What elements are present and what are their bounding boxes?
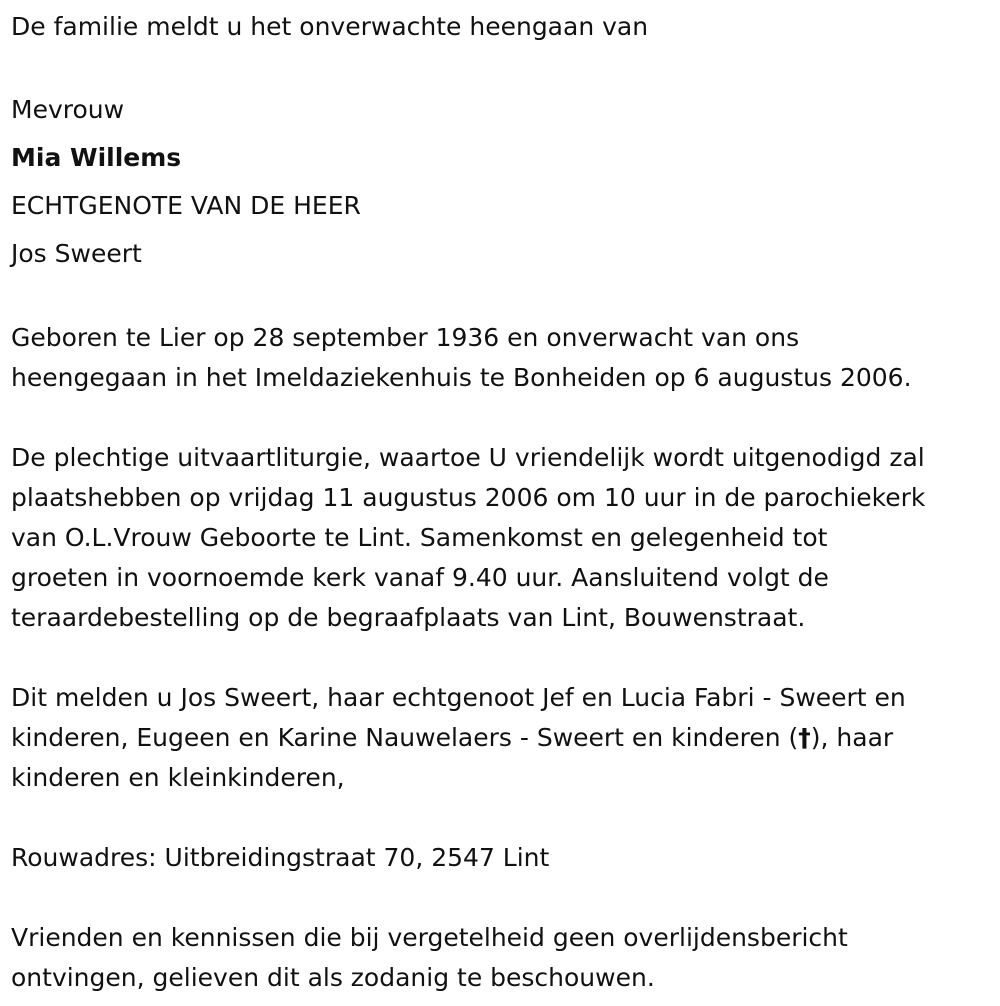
deceased-name: Mia Willems	[11, 143, 182, 172]
relation-line: ECHTGENOTE VAN DE HEER	[11, 191, 361, 220]
paragraph-line: Dit melden u Jos Sweert, haar echtgenoot Jef en Lucia Fabri - Sweert en	[11, 683, 906, 712]
salutation: Mevrouw	[11, 95, 125, 124]
announcers-paragraph	[11, 678, 1000, 798]
mourning-address: Rouwadres: Uitbreidingstraat 70, 2547 Lint	[11, 843, 550, 872]
paragraph-line: teraardebestelling op de begraafplaats van Lint, Bouwenstraat.	[11, 603, 806, 632]
spacer	[11, 398, 1000, 438]
spacer	[11, 798, 1000, 838]
paragraph-line: van O.L.Vrouw Geboorte te Lint. Samenkomst en gelegenheid tot	[11, 523, 828, 552]
paragraph-line: groeten in voornoemde kerk vanaf 9.40 uur. Aansluitend volgt de	[11, 563, 829, 592]
birth-death-paragraph	[11, 318, 1000, 398]
intro-line: De familie meldt u het onverwachte heengaan van	[11, 12, 649, 41]
spouse-name: Jos Sweert	[11, 239, 142, 268]
cross-icon: †	[798, 723, 811, 752]
spacer	[11, 46, 1000, 86]
paragraph-line: plaatshebben op vrijdag 11 augustus 2006 om 10 uur in de parochiekerk	[11, 483, 926, 512]
paragraph-line	[11, 718, 1000, 758]
paragraph-line: Vrienden en kennissen die bij vergetelheid geen overlijdensbericht	[11, 923, 848, 952]
paragraph-line: ontvingen, gelieven dit als zodanig te beschouwen.	[11, 963, 655, 992]
paragraph-line: kinderen en kleinkinderen,	[11, 763, 345, 792]
spacer	[11, 638, 1000, 678]
spacer	[11, 878, 1000, 918]
announcers-text: kinderen, Eugeen en Karine Nauwelaers - Sweert en kinderen (	[11, 723, 799, 752]
funeral-paragraph	[11, 438, 1000, 638]
paragraph-line: Geboren te Lier op 28 september 1936 en onverwacht van ons	[11, 323, 800, 352]
paragraph-line: heengegaan in het Imeldaziekenhuis te Bonheiden op 6 augustus 2006.	[11, 363, 912, 392]
paragraph-line: De plechtige uitvaartliturgie, waartoe U vriendelijk wordt uitgenodigd zal	[11, 443, 925, 472]
spacer	[11, 278, 1000, 318]
announcers-text: ), haar	[810, 723, 894, 752]
closing-paragraph	[11, 918, 1000, 998]
